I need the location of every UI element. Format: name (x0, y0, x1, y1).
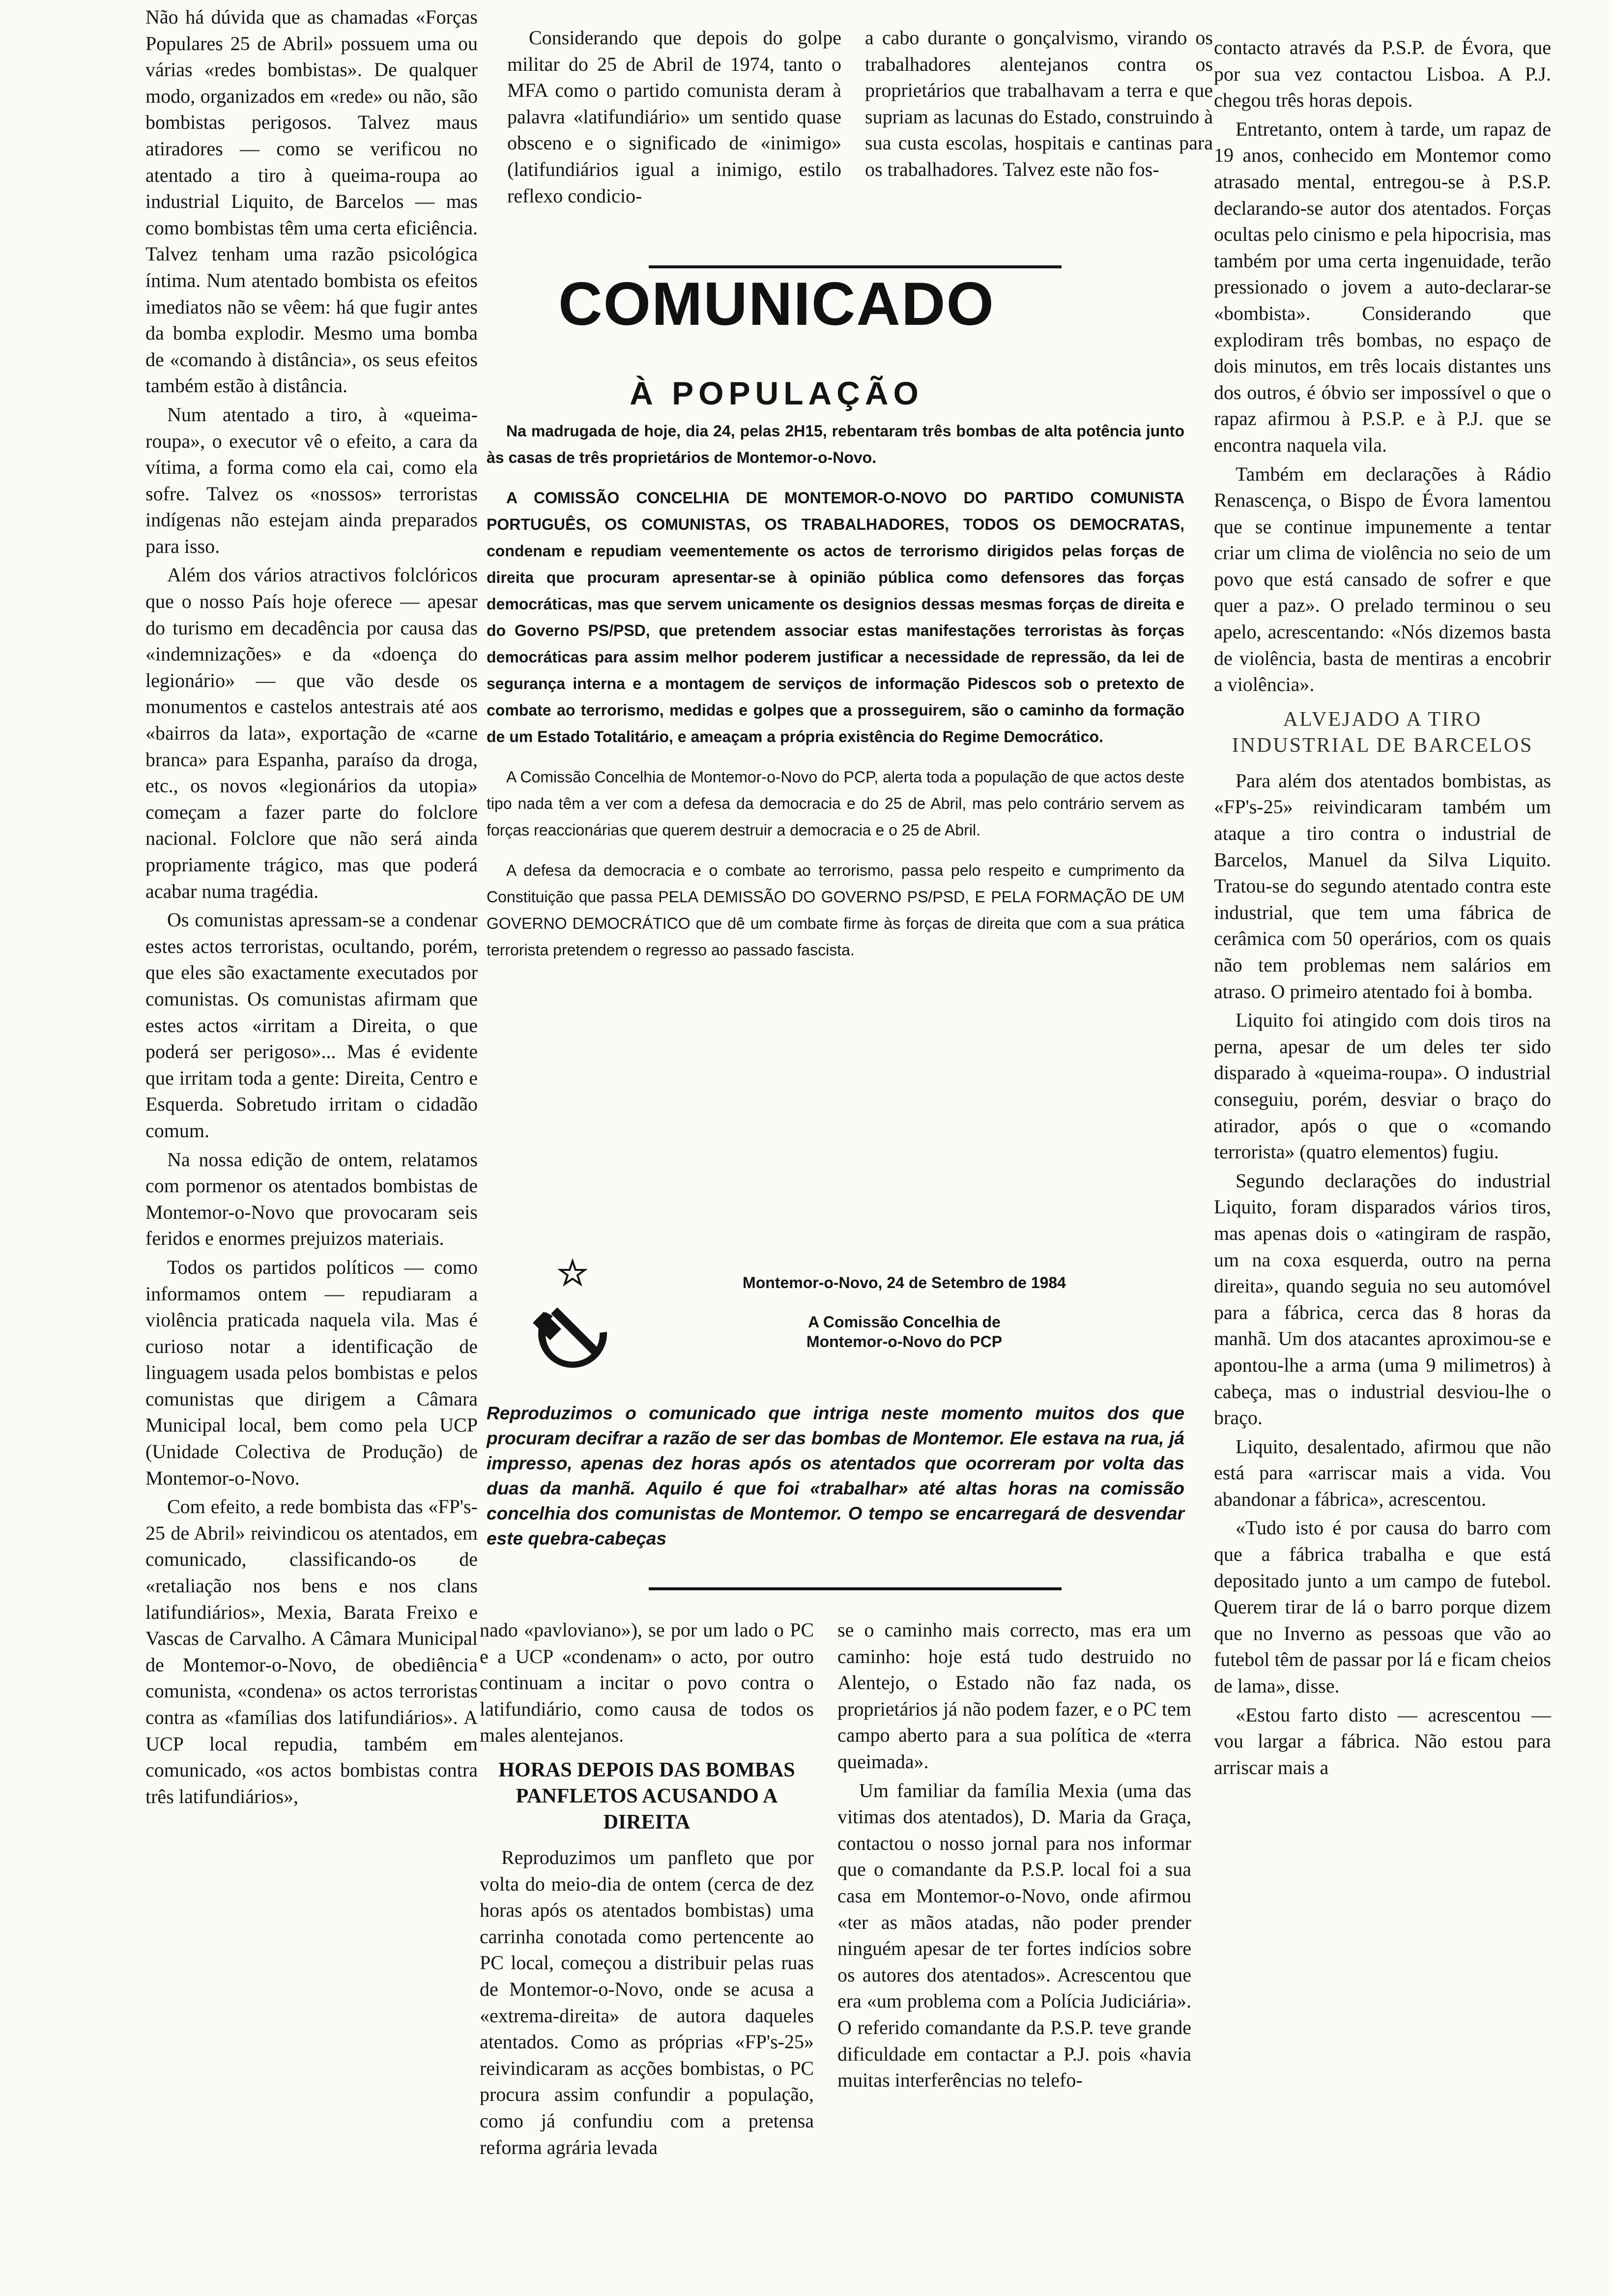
editorial-note: Reproduzimos o comunicado que intriga neste momento muitos dos que procuram decifrar a razão de ser das bombas de Montemor. Ele estava na rua, já impresso, apenas dez horas após os atentados que ocorreram por volta das duas da manhã. Aquilo é que foi «trabalhar» até altas horas na comissão concelhia dos comunistas de Montemor. O tempo se encarregará de desvendar este quebra-cabeças (487, 1403, 1184, 1549)
communique-bottom-rule (649, 1587, 1062, 1590)
communique-place-date: Montemor-o-Novo, 24 de Setembro de 1984 (743, 1274, 1066, 1292)
article-paragraph: se o caminho mais correcto, mas era um caminho: hoje está tudo destruido no Alentejo, o Estado não faz nada, os proprietários já não podem fazer, e o PC tem campo aberto para a sua política de «terra queimada». (837, 1619, 1191, 1773)
article-paragraph: contacto através da P.S.P. de Évora, que por sua vez contactou Lisboa. A P.J. chegou três horas depois. (1214, 36, 1551, 112)
article-paragraph: Reproduzimos um panfleto que por volta do meio-dia de ontem (cerca de dez horas após os atentados bombistas) uma carrinha conotada como pertencente ao PC local, começou a distribuir pelas ruas de Montemor-o-Novo, onde se acusa a «extrema-direita» de autora daqueles atentados. Como as próprias «FP's-25» reivindicaram as acções bombistas, o PC procura assim confundir a população, como já confundiu com a pretensa reforma agrária levada (480, 1846, 814, 2158)
article-paragraph: Na nossa edição de ontem, relatamos com pormenor os atentados bombistas de Montemor-o-Novo que provocaram seis feridos e enormes prejuizos materiais. (145, 1148, 478, 1250)
article-column-2-bottom (480, 1617, 814, 2163)
communique-signature: A Comissão Concelhia de Montemor-o-Novo do PCP (806, 1313, 1003, 1350)
article-paragraph: Num atentado a tiro, à «queima-roupa», o executor vê o efeito, a cara da vítima, a forma como ela cai, como ela sofre. Talvez os «nossos» terroristas indígenas não estejam ainda preparados para isso. (145, 403, 478, 557)
article-paragraph: «Tudo isto é por causa do barro com que a fábrica trabalha e que está depositado junto a um campo de futebol. Querem tirar de lá o barro porque dizem que no Inverno as pessoas que vão ao futebol têm de passar por lá e ficam cheios de lama», disse. (1214, 1517, 1551, 1697)
article-paragraph: Os comunistas apressam-se a condenar estes actos terroristas, ocultando, porém, que eles são exactamente executados por comunistas. Os comunistas afirmam que estes actos «irritam a Direita, o que poderá ser perigoso»... Mas é evidente que irritam toda a gente: Direita, Centro e Esquerda. Sobretudo irritam o cidadão comum. (145, 909, 478, 1142)
section-headline: ALVEJADO A TIRO INDUSTRIAL DE BARCELOS (1232, 708, 1533, 757)
article-paragraph: Todos os partidos políticos — como informamos ontem — repudiaram a violência praticada naquela vila. Mas é curioso notar a identificação de linguagem usada pelos bombistas e pelos comunistas que dirigem a Câmara Municipal local, bem como pela UCP (Unidade Colectiva de Produção) de Montemor-o-Novo. (145, 1256, 478, 1489)
article-paragraph: Um familiar da família Mexia (uma das vitimas dos atentados), D. Maria da Graça, contactou o nosso jornal para nos informar que o comandante da P.S.P. local foi a sua casa em Montemor-o-Novo, onde afirmou «ter as mãos atadas, não poder prender ninguém apesar de ter fortes indícios sobre os autores dos atentados». Acrescentou que era «um problema com a Polícia Judiciária». O referido comandante da P.S.P. teve grande dificuldade em contactar a P.J. pois «havia muitas interferências no telefo- (837, 1779, 1191, 2092)
communique-title: COMUNICADO (558, 270, 995, 338)
communique-body (487, 418, 1184, 977)
article-paragraph: Considerando que depois do golpe militar do 25 de Abril de 1974, tanto o MFA como o partido comunista deram à palavra «latifundiário» um sentido quase obsceno e o significado de «inimigo» (latifundiários igual a inimigo, estilo reflexo condicio- (507, 27, 841, 207)
communique-paragraph: A defesa da democracia e o combate ao terrorismo, passa pelo respeito e cumprimento da Constituição que passa PELA DEMISSÃO DO GOVERNO PS/PSD, E PELA FORMAÇÃO DE UM GOVERNO DEMOCRÁTICO que dê um combate firme às forças de direita que com a sua prática terrorista pretendem o regresso ao passado fascista. (487, 861, 1184, 959)
article-paragraph: Liquito foi atingido com dois tiros na perna, apesar de um deles ter sido disparado à «queima-roupa». O industrial conseguiu, porém, desviar o braço do atirador, após o que o «comando terrorista» (quatro elementos) fugiu. (1214, 1009, 1551, 1163)
article-paragraph: Não há dúvida que as chamadas «Forças Populares 25 de Abril» possuem uma ou várias «redes bombistas». De qualquer modo, organizados em «rede» ou não, são bombistas perigosos. Talvez maus atiradores — como se verificou no atentado a tiro à queima-roupa ao industrial Liquito, de Barcelos — mas como bombistas têm uma certa eficiência. Talvez tenham uma razão psicológica íntima. Num atentado bombista os efeitos imediatos não se vêem: há que fugir antes da bomba explodir. Mesmo uma bomba de «comando à distância», os seus efeitos também estão à distância. (145, 6, 478, 397)
article-column-4 (1214, 34, 1551, 1783)
article-column-1 (145, 4, 478, 1812)
article-column-3-top (865, 25, 1213, 185)
article-paragraph: Entretanto, ontem à tarde, um rapaz de 19 anos, conhecido em Montemor como atrasado mental, entregou-se à P.S.P. declarando-se autor dos atentados. Forças ocultas pelo cinismo e pela hipocrisia, mas também por uma certa ingenuidade, terão pressionado o jovem a auto-declarar-se «bombista». Considerando que explodiram três bombas, no espaço de dois minutos, em três locais distantes uns dos outros, é óbvio ser impossível o que o rapaz afirmou à P.S.P. e à P.J. que se encontra naquela vila. (1214, 117, 1551, 456)
communique-paragraph: A COMISSÃO CONCELHIA DE MONTEMOR-O-NOVO DO PARTIDO COMUNISTA PORTUGUÊS, OS COMUNISTAS, OS TRABALHADORES, TODOS OS DEMOCRATAS, condenam e repudiam veementemente os actos de terrorismo dirigidos pelas forças de direita que procuram apresentar-se à opinião pública como defensores das forças democráticas, mas que servem unicamente os designios dessas mesmas forças de direita e do Governo PS/PSD, que pretendem associar estas manifestações terroristas às forças democráticas para assim melhor poderem justificar a necessidade de repressão, da lei de segurança interna e a montagem de serviços de informação Pidescos sob o pretexto de combate ao terrorismo, medidas e golpes que a prosseguirem, são o caminho da formação de um Estado Totalitário, e ameaçam a própria existência do Regime Democrático. (487, 489, 1184, 746)
article-paragraph: a cabo durante o gonçalvismo, virando os trabalhadores alentejanos contra os proprietários que trabalhavam a terra e que supriam as lacunas do Estado, construindo à sua custa escolas, hospitais e cantinas para os trabalhadores. Talvez este não fos- (865, 27, 1213, 180)
article-paragraph: nado «pavloviano»), se por um lado o PC e a UCP «condenam» o acto, por outro continuam a incitar o povo contra o latifundiário, como causa de todos os males alentejanos. (480, 1619, 814, 1747)
article-paragraph: Também em declarações à Rádio Renascença, o Bispo de Évora lamentou que se continue impunemente a tentar criar um clima de violência no seio de um povo que está cansado de sofrer e que quer a paz». O prelado terminou o seu apelo, acrescentando: «Nós dizemos basta de violência, basta de mentiras a encobrir a violência». (1214, 462, 1551, 696)
hammer-sickle-icon (516, 1258, 629, 1381)
communique-paragraph: A Comissão Concelhia de Montemor-o-Novo do PCP, alerta toda a população de que actos deste tipo nada têm a ver com a defesa da democracia e do 25 de Abril, mas pelo contrário servem as forças reaccionárias que querem destruir a democracia e o 25 de Abril. (487, 768, 1184, 839)
communique-signature-block (732, 1273, 1076, 1351)
section-headline: HORAS DEPOIS DAS BOMBAS PANFLETOS ACUSANDO A DIREITA (498, 1758, 795, 1834)
communique-paragraph: Na madrugada de hoje, dia 24, pelas 2H15, rebentaram três bombas de alta potência junto às casas de três proprietários de Montemor-o-Novo. (487, 422, 1184, 466)
article-paragraph: Além dos vários atractivos folclóricos que o nosso País hoje oferece — apesar do turismo em decadência por causa das «indemnizações» e da «doença do legionário» — que vão desde os monumentos e castelos antestrais até aos «bairros da lata», exportação de «carne branca» para Espanha, paraíso da droga, etc., os novos «legionários da utopia» começam a fazer parte do folclore nacional. Folclore que não será ainda propriamente trágico, mas que poderá acabar numa tragédia. (145, 564, 478, 902)
article-paragraph: Com efeito, a rede bombista das «FP's-25 de Abril» reivindicou os atentados, em comunicado, classificando-os de «retaliação nos bens e nos clans latifundiários», Mexia, Barata Freixo e Vascas de Carvalho. A Câmara Municipal de Montemor-o-Novo, de obediência comunista, «condena» os actos terroristas contra as «famílias dos latifundiários». A UCP local repudia, também em comunicado, «os actos bombistas contra três latifundiários», (145, 1495, 478, 1808)
article-column-2-top (507, 25, 841, 211)
article-paragraph: Segundo declarações do industrial Liquito, foram disparados vários tiros, mas apenas dois o «atingiram de raspão, um na coxa esquerda, outro na perna direita», quando seguia no seu automóvel para a fábrica, cerca das 8 horas da manhã. Um dos atacantes aproximou-se e apontou-lhe a arma (uma 9 milimetros) à cabeça, mas o industrial desviou-lhe o braço. (1214, 1169, 1551, 1429)
article-paragraph: Para além dos atentados bombistas, as «FP's-25» reivindicaram também um ataque a tiro contra o industrial de Barcelos, Manuel da Silva Liquito. Tratou-se do segundo atentado contra este industrial, que tem uma fábrica de cerâmica com 50 operários, com os quais não tem problemas nem salários em atraso. O primeiro atentado foi à bomba. (1214, 769, 1551, 1003)
communique-subtitle: À POPULAÇÃO (630, 375, 923, 411)
article-paragraph: Liquito, desalentado, afirmou que não está para «arriscar mais a vida. Vou abandonar a fábrica», acrescentou. (1214, 1435, 1551, 1510)
article-paragraph: «Estou farto disto — acrescentou — vou largar a fábrica. Não estou para arriscar mais a (1214, 1703, 1551, 1779)
article-column-3-bottom (837, 1617, 1191, 2096)
communique-box (487, 256, 1194, 1582)
